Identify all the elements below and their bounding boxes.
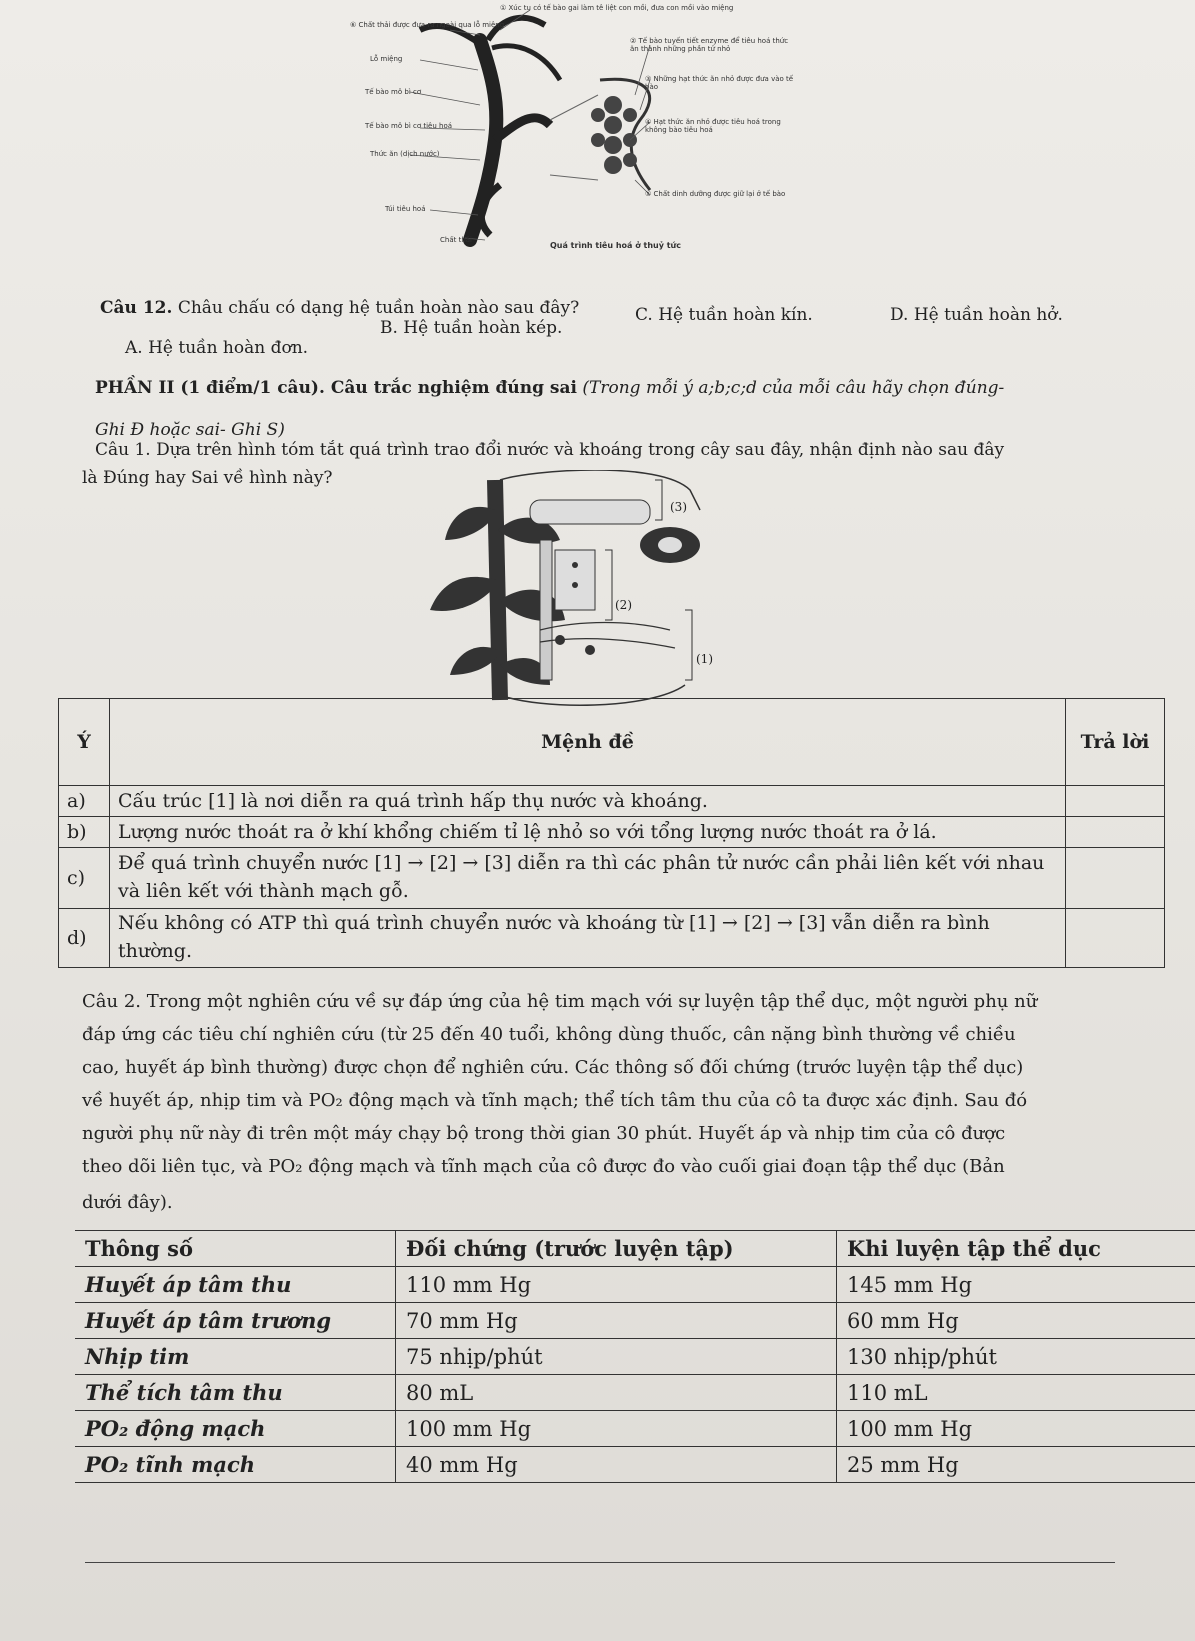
- plant-label-1: (1): [696, 652, 713, 666]
- tf-row-d: [59, 909, 1165, 968]
- ex-exercise: 130 nhịp/phút: [837, 1339, 1195, 1375]
- ex-exercise: 25 mm Hg: [837, 1447, 1195, 1483]
- q12-option-a: A. Hệ tuần hoàn đơn.: [125, 338, 309, 358]
- ex-header-row: [75, 1231, 1195, 1267]
- tf-row-key: d): [59, 909, 110, 968]
- ex-exercise: 100 mm Hg: [837, 1411, 1195, 1447]
- tf-answer-cell-d[interactable]: [1066, 909, 1165, 968]
- tf-answer-cell-a[interactable]: [1066, 786, 1165, 817]
- tf-row-a: [59, 786, 1165, 817]
- plant-label-3: (3): [670, 500, 687, 514]
- ex-param: Nhịp tim: [75, 1339, 396, 1375]
- tf-header-row: [59, 699, 1165, 786]
- figure-label-5: ⑤ Chất dinh dưỡng được giữ lại ở tế bào: [645, 190, 786, 198]
- figure-label-waste: Chất thải: [440, 236, 472, 244]
- q1-line-2: là Đúng hay Sai về hình này?: [82, 468, 333, 488]
- figure-label-digestive-cell: Tế bào mô bì cơ tiêu hoá: [365, 122, 453, 130]
- ex-control: 110 mm Hg: [396, 1267, 837, 1303]
- ex-exercise: 145 mm Hg: [837, 1267, 1195, 1303]
- q2-line-1: Câu 2. Trong một nghiên cứu về sự đáp ứng của hệ tim mạch với sự luyện tập thể dục, một người phụ nữ: [82, 991, 1038, 1012]
- tf-row-b: [59, 817, 1165, 848]
- tf-header-answer: Trả lời: [1066, 699, 1165, 786]
- figure-label-epithelial: Tế bào mô bì cơ: [365, 88, 422, 96]
- part2-instruction: (Trong mỗi ý a;b;c;d của mỗi câu hãy chọn đúng-: [582, 378, 1005, 398]
- ex-control: 75 nhịp/phút: [396, 1339, 837, 1375]
- ex-control: 70 mm Hg: [396, 1303, 837, 1339]
- figure-label-food: Thức ăn (dịch nước): [370, 150, 440, 158]
- tf-row-c: [59, 848, 1165, 909]
- tf-header-statement: Mệnh đề: [110, 699, 1066, 786]
- ex-row: [75, 1339, 1195, 1375]
- plant-illustration: [400, 470, 760, 710]
- tf-header-y: Ý: [59, 699, 110, 786]
- q1-line-1: Câu 1. Dựa trên hình tóm tắt quá trình trao đổi nước và khoáng trong cây sau đây, nhận định nào sau đây: [95, 440, 1005, 460]
- ex-control: 100 mm Hg: [396, 1411, 837, 1447]
- hydra-digestion-figure: [330, 0, 800, 265]
- q2-line-6: theo dõi liên tục, và PO₂ động mạch và tĩnh mạch của cô được đo vào cuối giai đoạn tập thể dục (Bản: [82, 1156, 1005, 1177]
- ex-row: [75, 1375, 1195, 1411]
- ex-row: [75, 1447, 1195, 1483]
- tf-row-text: Lượng nước thoát ra ở khí khổng chiếm tỉ lệ nhỏ so với tổng lượng nước thoát ra ở lá.: [110, 817, 1066, 848]
- bottom-divider: [85, 1562, 1115, 1563]
- ex-control: 40 mm Hg: [396, 1447, 837, 1483]
- ex-header-exercise: Khi luyện tập thể dục: [837, 1231, 1195, 1267]
- tf-row-text: Nếu không có ATP thì quá trình chuyển nước và khoáng từ [1] → [2] → [3] vẫn diễn ra bình thường.: [110, 909, 1066, 968]
- figure-label-3: ③ Những hạt thức ăn nhỏ được đưa vào tế bào: [645, 75, 794, 91]
- figure-label-6: ⑥ Chất thải được đưa ra ngoài qua lỗ miệng: [350, 21, 505, 29]
- part2-heading-line: [95, 378, 1004, 398]
- ex-exercise: 60 mm Hg: [837, 1303, 1195, 1339]
- ex-header-control: Đối chứng (trước luyện tập): [396, 1231, 837, 1267]
- figure-label-4: ④ Hạt thức ăn nhỏ được tiêu hoá trong không bào tiêu hoá: [645, 118, 781, 134]
- tf-answer-cell-c[interactable]: [1066, 848, 1165, 909]
- ex-param: Huyết áp tâm trương: [75, 1303, 396, 1339]
- ex-param: Huyết áp tâm thu: [75, 1267, 396, 1303]
- q2-line-4: về huyết áp, nhịp tim và PO₂ động mạch và tĩnh mạch; thể tích tâm thu của cô ta được xác định. Sau đó: [82, 1090, 1028, 1111]
- ex-control: 80 mL: [396, 1375, 837, 1411]
- q2-line-5: người phụ nữ này đi trên một máy chạy bộ trong thời gian 30 phút. Huyết áp và nhịp tim của cô được: [82, 1123, 1006, 1144]
- figure-label-2: ② Tế bào tuyến tiết enzyme để tiêu hoá thức ăn thành những phần tử nhỏ: [630, 37, 789, 53]
- tf-row-key: b): [59, 817, 110, 848]
- tf-answer-cell-b[interactable]: [1066, 817, 1165, 848]
- ex-param: PO₂ động mạch: [75, 1411, 396, 1447]
- tf-row-text: Cấu trúc [1] là nơi diễn ra quá trình hấp thụ nước và khoáng.: [110, 786, 1066, 817]
- tf-row-key: a): [59, 786, 110, 817]
- figure-label-mouth: Lỗ miệng: [370, 55, 403, 63]
- plant-label-2: (2): [615, 598, 632, 612]
- q2-line-2: đáp ứng các tiêu chí nghiên cứu (từ 25 đến 40 tuổi, không dùng thuốc, cân nặng bình thường về chiều: [82, 1024, 1016, 1045]
- exercise-table: [75, 1230, 1195, 1483]
- ex-row: [75, 1303, 1195, 1339]
- q2-line-7: dưới đây).: [82, 1192, 173, 1213]
- figure-label-cavity: Túi tiêu hoá: [385, 205, 426, 213]
- ex-header-param: Thông số: [75, 1231, 396, 1267]
- ex-param: PO₂ tĩnh mạch: [75, 1447, 396, 1483]
- tf-row-key: c): [59, 848, 110, 909]
- q12-option-c: C. Hệ tuần hoàn kín.: [635, 305, 813, 325]
- plant-water-figure: [400, 470, 760, 710]
- part2-heading: PHẦN II (1 điểm/1 câu). Câu trắc nghiệm đúng sai: [95, 378, 577, 398]
- part2-instruction-2: Ghi Đ hoặc sai- Ghi S): [95, 420, 285, 440]
- q2-line-3: cao, huyết áp bình thường) được chọn để nghiên cứu. Các thông số đối chứng (trước luyện tập thể dục): [82, 1057, 1024, 1078]
- q12-option-b: B. Hệ tuần hoàn kép.: [380, 318, 563, 338]
- ex-exercise: 110 mL: [837, 1375, 1195, 1411]
- true-false-table: [58, 698, 1165, 968]
- q12-question: Câu 12. Châu chấu có dạng hệ tuần hoàn nào sau đây?: [100, 298, 580, 318]
- ex-param: Thể tích tâm thu: [75, 1375, 396, 1411]
- tf-row-text: Để quá trình chuyển nước [1] → [2] → [3] diễn ra thì các phân tử nước cần phải liên kết với nhau và liên kết với thành mạch gỗ.: [110, 848, 1066, 909]
- figure-label-1: ① Xúc tu có tế bào gai làm tê liệt con mồi, đưa con mồi vào miệng: [500, 4, 734, 12]
- q12-option-d: D. Hệ tuần hoàn hở.: [890, 305, 1063, 325]
- q12-question-text: Châu chấu có dạng hệ tuần hoàn nào sau đây?: [177, 298, 580, 318]
- figure-caption: Quá trình tiêu hoá ở thuỷ tức: [550, 241, 681, 250]
- ex-row: [75, 1411, 1195, 1447]
- ex-row: [75, 1267, 1195, 1303]
